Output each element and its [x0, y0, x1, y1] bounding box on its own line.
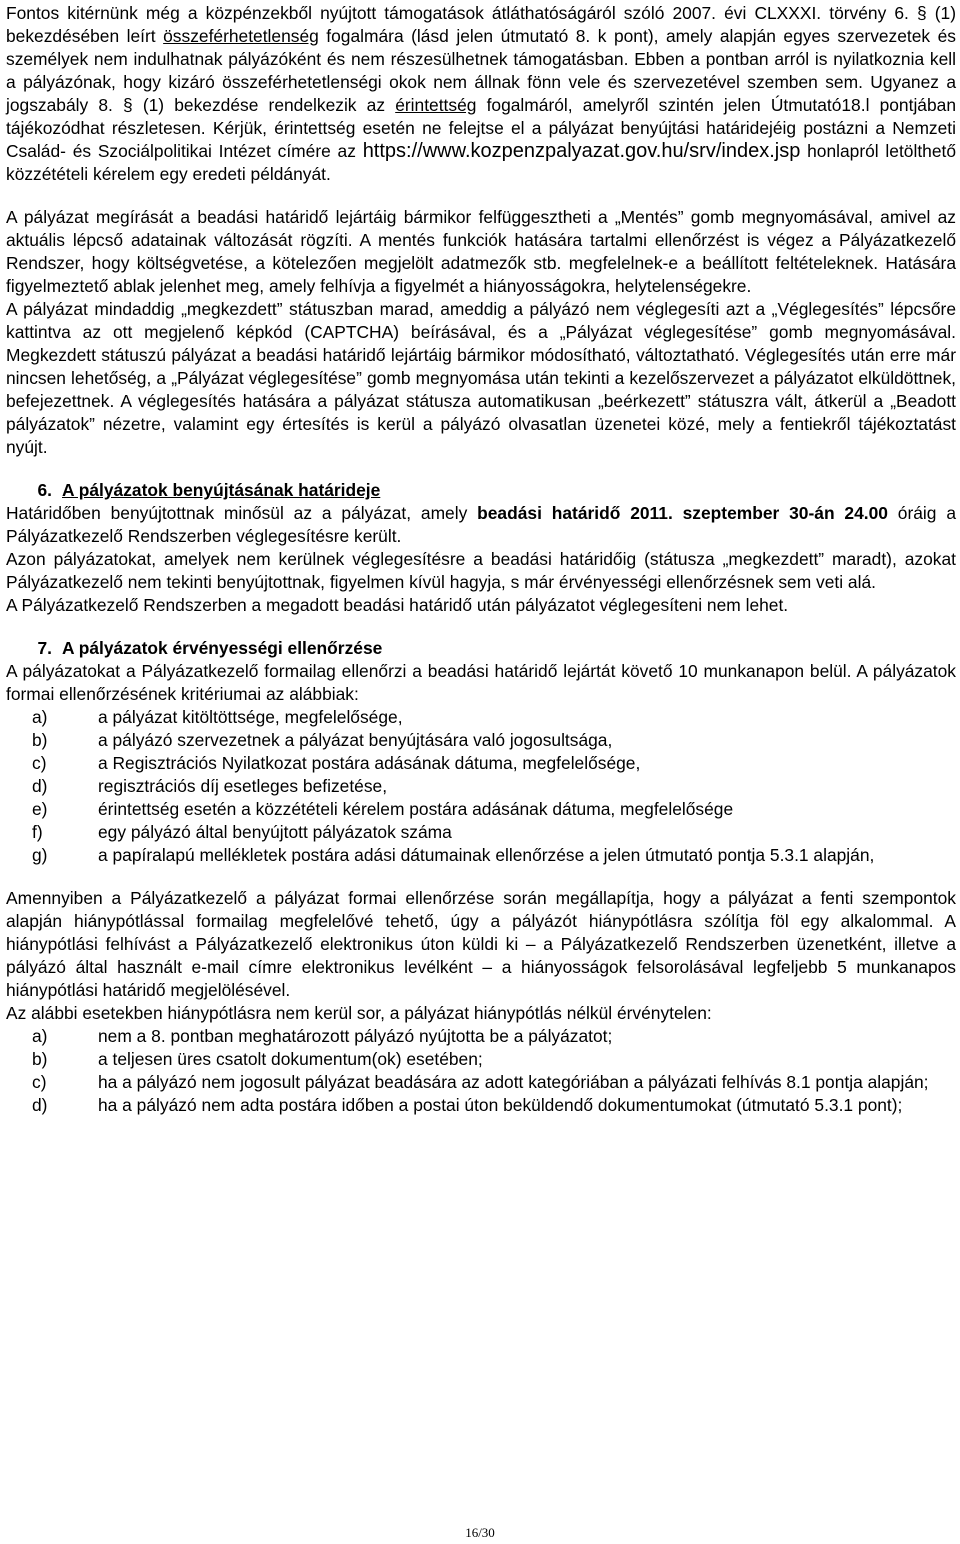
- section-7-heading: [6, 637, 956, 660]
- invalid-cases-list: [6, 1025, 956, 1117]
- intro-text-4: honlapról letölthető közzétételi kérelem egy eredeti példányát.: [6, 141, 956, 184]
- after-deadline-paragraph: A Pályázatkezelő Rendszerben a megadott beadási határidő után pályázatot véglegesíteni nem lehet.: [6, 595, 789, 615]
- list-item: d) ha a pályázó nem adta postára időben a postai úton beküldendő dokumentumokat (útmutató 5.3.1 pont);: [32, 1095, 903, 1115]
- list-item: c) a Regisztrációs Nyilatkozat postára adásának dátuma, megfelelősége,: [32, 753, 641, 773]
- website-link[interactable]: https://www.kozpenzpalyazat.gov.hu/srv/index.jsp: [362, 140, 801, 162]
- intro-text-2: fogalmára (lásd jelen útmutató 8. k pont), amely alapján egyes szervezetek és személyek nem indulhatnak pályázóként és nem részesülhetnek támogatásban. Ebben a pontban arról is nyilatkoznia kell a pályázónak, hogy kizáró összeférhetetlenségi okok nem állnak fönn vele és szervezetével szemben sem. Ugyanez a jogszabály 8. § (1) bekezdése rendelkezik az: [6, 26, 956, 115]
- list-item: f) egy pályázó által benyújtott pályázatok száma: [32, 822, 452, 842]
- list-item: g) a papíralapú mellékletek postára adási dátumainak ellenőrzése a jelen útmutató pontja 5.3.1 alapján,: [32, 845, 875, 865]
- invalid-cases-intro: Az alábbi esetekben hiánypótlásra nem kerül sor, a pályázat hiánypótlás nélkül érvénytelen:: [6, 1003, 712, 1023]
- term-erintettseg: érintettség: [395, 95, 477, 115]
- list-item: b) a pályázó szervezetnek a pályázat benyújtására való jogosultsága,: [32, 730, 613, 750]
- intro-text-3: fogalmáról, amelyről szintén jelen Útmutató18.l pontjában tájékozódhat részletesen. Kérjük, érintettség esetén ne felejtse el a pályázat benyújtási határidejéig postázni a Nemzeti Család- és Szociálpolitikai Intézet címére az: [6, 95, 956, 161]
- section-7-number: 7.: [37, 638, 52, 658]
- criteria-list: [6, 706, 956, 867]
- deficiency-paragraph: Amennyiben a Pályázatkezelő a pályázat formai ellenőrzése során megállapítja, hogy a pályázat a fenti szempontok alapján hiánypótlással formailag megfelelővé tehető, úgy a pályázót hiánypótlásra szólítja föl egy alkalommal. A hiánypótlási felhívást a Pályázatkezelő elektronikus úton küldi ki – a Pályázatkezelő Rendszerben üzenetként, illetve a pályázó által használt e-mail címre elektronikus levélként – a hiányosságok felsorolásával legfeljebb 5 munkanapos hiánypótlási határidő megjelölésével.: [6, 888, 956, 1000]
- list-item: b) a teljesen üres csatolt dokumentum(ok) esetében;: [32, 1049, 483, 1069]
- finalize-paragraph: A pályázat mindaddig „megkezdett” státuszban marad, ameddig a pályázó nem véglegesíti azt a „Véglegesítés” lépcsőre kattintva az ott megjelenő képkód (CAPTCHA) beírásával, és a „Pályázat véglegesítése” gomb megnyomásával. Megkezdett státuszú pályázat a beadási határidő lejártáig bármikor módosítható, változtatható. Véglegesítés után erre már nincsen lehetőség, a „Pályázat véglegesítése” gomb megnyomása után tekinti a kezelőszervezet a pályázatot elküldöttnek, befejezettnek. A véglegesítés hatására a pályázat státusza automatikusan „beérkezett” státuszra vált, átkerül a „Beadott pályázatok” nézetre, valamint egy értesítés is kerül a pályázó olvasatlan üzenetei közé, mely a fentiekről tájékoztatást nyújt.: [6, 299, 956, 457]
- list-item: e) érintettség esetén a közzétételi kérelem postára adásának dátuma, megfelelősége: [32, 799, 734, 819]
- validity-check-paragraph: A pályázatokat a Pályázatkezelő formailag ellenőrzi a beadási határidő lejártát követő 10 munkanapon belül. A pályázatok formai ellenőrzésének kritériumai az alábbiak:: [6, 661, 956, 704]
- list-item: d) regisztrációs díj esetleges befizetése,: [32, 776, 388, 796]
- list-item: c) ha a pályázó nem jogosult pályázat beadására az adott kategóriában a pályázati felhívás 8.1 pontja alapján;: [32, 1072, 929, 1092]
- section-7-title: A pályázatok érvényességi ellenőrzése: [62, 638, 383, 658]
- intro-text-1: Fontos kitérnünk még a közpénzekből nyújtott támogatások átláthatóságáról szóló 2007. évi CLXXXI. törvény 6. § (1) bekezdésében leírt: [6, 3, 956, 46]
- list-item: a) nem a 8. pontban meghatározott pályázó nyújtotta be a pályázatot;: [32, 1026, 613, 1046]
- save-paragraph: A pályázat megírását a beadási határidő lejártáig bármikor felfüggesztheti a „Mentés” gomb megnyomásával, amivel az aktuális lépcső adatainak változását rögzíti. A mentés funkciók hatására tartalmi ellenőrzést is végez a Pályázatkezelő Rendszer, hogy költségvetése, a kötelezően megjelölt adatmezők stb. megfelelnek-e a beállított feltételeknek. Hatására figyelmeztető ablak jelenhet meg, amely felhívja a figyelmét a hiányosságokra, helytelenségekre.: [6, 207, 956, 296]
- page-number: 16/30: [465, 1525, 495, 1540]
- deadline-paragraph: Határidőben benyújtottnak minősül az a pályázat, amely beadási határidő 2011. szeptember 30-án 24.00 óráig a Pályázatkezelő Rendszerben véglegesítésre került.: [6, 503, 956, 546]
- deadline-date: beadási határidő 2011. szeptember 30-án 24.00: [477, 503, 888, 523]
- section-6-number: 6.: [37, 480, 52, 500]
- section-6-title: A pályázatok benyújtásának határideje: [62, 480, 381, 500]
- intro-paragraph: [6, 2, 956, 186]
- not-finalized-paragraph: Azon pályázatokat, amelyek nem kerülnek véglegesítésre a beadási határidőig (státusza „megkezdett” maradt), azokat Pályázatkezelő nem tekinti benyújtottnak, figyelmen kívül hagyja, s már érvényességi ellenőrzésnek sem veti alá.: [6, 549, 956, 592]
- term-osszeferhetetlenseg: összeférhetetlenség: [163, 26, 319, 46]
- list-item: a) a pályázat kitöltöttsége, megfelelősége,: [32, 707, 403, 727]
- section-6-heading: [6, 479, 956, 502]
- document-page: [6, 0, 956, 1117]
